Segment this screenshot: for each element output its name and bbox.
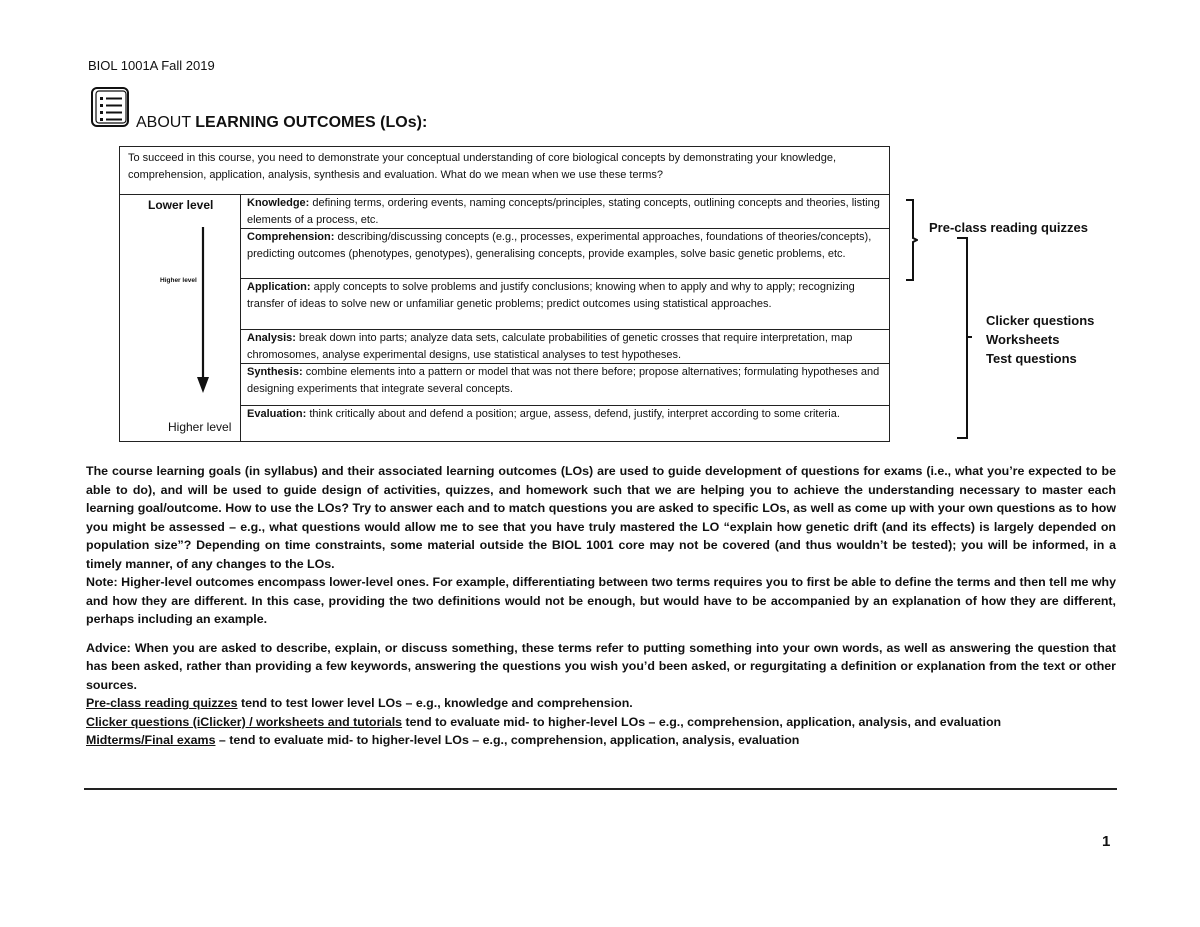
higher-level-label: Higher level (168, 420, 232, 434)
term-evaluation: Evaluation: (247, 408, 307, 420)
exams-line-text: – tend to evaluate mid- to higher-level LOs – e.g., comprehension, application, analysis, evaluation (215, 733, 800, 747)
term-synthesis: Synthesis: (247, 366, 303, 378)
table-intro: To succeed in this course, you need to demonstrate your conceptual understanding of core biological concepts by demonstrating your knowledge, comprehension, application, analysis, synthesis and evaluation. What do we mean when we use these terms? (120, 147, 889, 195)
list-document-icon (90, 86, 130, 128)
assessment-line-exams (86, 731, 1116, 750)
term-comprehension: Comprehension: (247, 231, 335, 243)
clicker-line-text: tend to evaluate mid- to higher-level LOs – e.g., comprehension, application, analysis, and evaluation (402, 714, 1002, 729)
assessment-list (986, 311, 1094, 368)
term-knowledge: Knowledge: (247, 197, 310, 209)
term-analysis: Analysis: (247, 332, 296, 344)
preclass-reading-quizzes-label: Pre-class reading quizzes (929, 220, 1088, 235)
row-synthesis (241, 364, 889, 406)
exams-link: Midterms/Final exams (86, 733, 216, 747)
section-title (136, 114, 427, 132)
page-number: 1 (1102, 833, 1111, 850)
lower-level-label: Lower level (148, 198, 214, 212)
preclass-bracket (904, 198, 918, 282)
row-comprehension (241, 229, 889, 279)
learning-outcomes-table (119, 146, 890, 442)
row-analysis (241, 330, 889, 364)
term-application: Application: (247, 281, 311, 293)
assessment-line-clicker (86, 713, 1116, 732)
definition-knowledge: defining terms, ordering events, naming concepts/principles, stating concepts, outlining concepts and theories, listing elements of a process, etc. (247, 197, 880, 226)
course-header: BIOL 1001A Fall 2019 (88, 58, 215, 73)
definition-analysis: break down into parts; analyze data sets, calculate probabilities of genetic crosses that require interpretation, map chromosomes, analyse experimental designs, use statistical analyses to test hypotheses. (247, 332, 853, 361)
body-text (86, 462, 1116, 750)
assessment-bracket (955, 236, 973, 440)
preclass-line-text: tend to test lower level LOs – e.g., knowledge and comprehension. (237, 696, 633, 710)
preclass-quizzes-link: Pre-class reading quizzes (86, 696, 238, 710)
definition-synthesis: combine elements into a pattern or model that was not there before; propose alternatives; formulating hypotheses and designing experiments that integrate several concepts. (247, 366, 880, 395)
clicker-questions-link: Clicker questions (iClicker) / worksheets and tutorials (86, 714, 403, 729)
section-title-bold: LEARNING OUTCOMES (LOs): (195, 114, 428, 131)
worksheets-label: Worksheets (986, 332, 1060, 347)
level-column (120, 195, 241, 441)
clicker-questions-label: Clicker questions (986, 313, 1095, 328)
test-questions-label: Test questions (986, 351, 1077, 366)
definition-evaluation: think critically about and defend a position; argue, assess, defend, justify, interpret according to some criteria. (306, 408, 840, 420)
paragraph-note: Note: Higher-level outcomes encompass lower-level ones. For example, differentiating between two terms requires you to first be able to define the terms and then tell me why and how they are different. In this case, providing the two definitions would not be enough, but would have to be accompanied by an explanation of how they are different, perhaps including an example. (86, 575, 1116, 626)
paragraph-advice: Advice: When you are asked to describe, explain, or discuss something, these terms refer to putting something into your own words, as well as answering the question that has been asked, rather than providing a few keywords, answering the questions you wish you’d been asked, or regurgitating a definition or explanation from the text or other sources. (86, 640, 1116, 692)
row-application (241, 279, 889, 330)
assessment-line-preclass (86, 694, 1116, 713)
definition-application: apply concepts to solve problems and justify conclusions; knowing when to apply and why to apply; recognizing transfer of ideas to solve new or unfamiliar genetic problems; predict outcomes using statistical approaches. (247, 281, 855, 310)
paragraph-learning-goals: The course learning goals (in syllabus) and their associated learning outcomes (LOs) are used to guide development of questions for exams (i.e., what you’re expected to be able to do), and will be used to guide design of activities, quizzes, and homework such that we are helping you to achieve the understanding necessary to master each learning goal/outcome. How to use the LOs? Try to answer each and to match questions you are asked to specific LOs, as well as come up with your own questions as to how you might be assessed – e.g., what questions would allow me to see that you have truly mastered the LO “explain how genetic drift (and its effects) is largely depended on population size”? Depending on time constraints, some material outside the BIOL 1001 core may not be covered (and thus wouldn’t be tested); you will be informed, in a timely manner, of any changes to the LOs. (86, 464, 1116, 571)
section-title-prefix: ABOUT (136, 114, 196, 131)
down-arrow-icon (196, 227, 210, 395)
definition-comprehension: describing/discussing concepts (e.g., processes, experimental approaches, foundations of theories/concepts), predicting outcomes (phenotypes, genotypes), generalising concepts, provide examples, solve basic genetic problems, etc. (247, 231, 872, 260)
higher-level-small-label: Higher level (160, 277, 197, 284)
row-evaluation (241, 406, 889, 442)
row-knowledge (241, 195, 889, 229)
footer-divider (84, 788, 1117, 790)
definitions-column (241, 195, 889, 441)
